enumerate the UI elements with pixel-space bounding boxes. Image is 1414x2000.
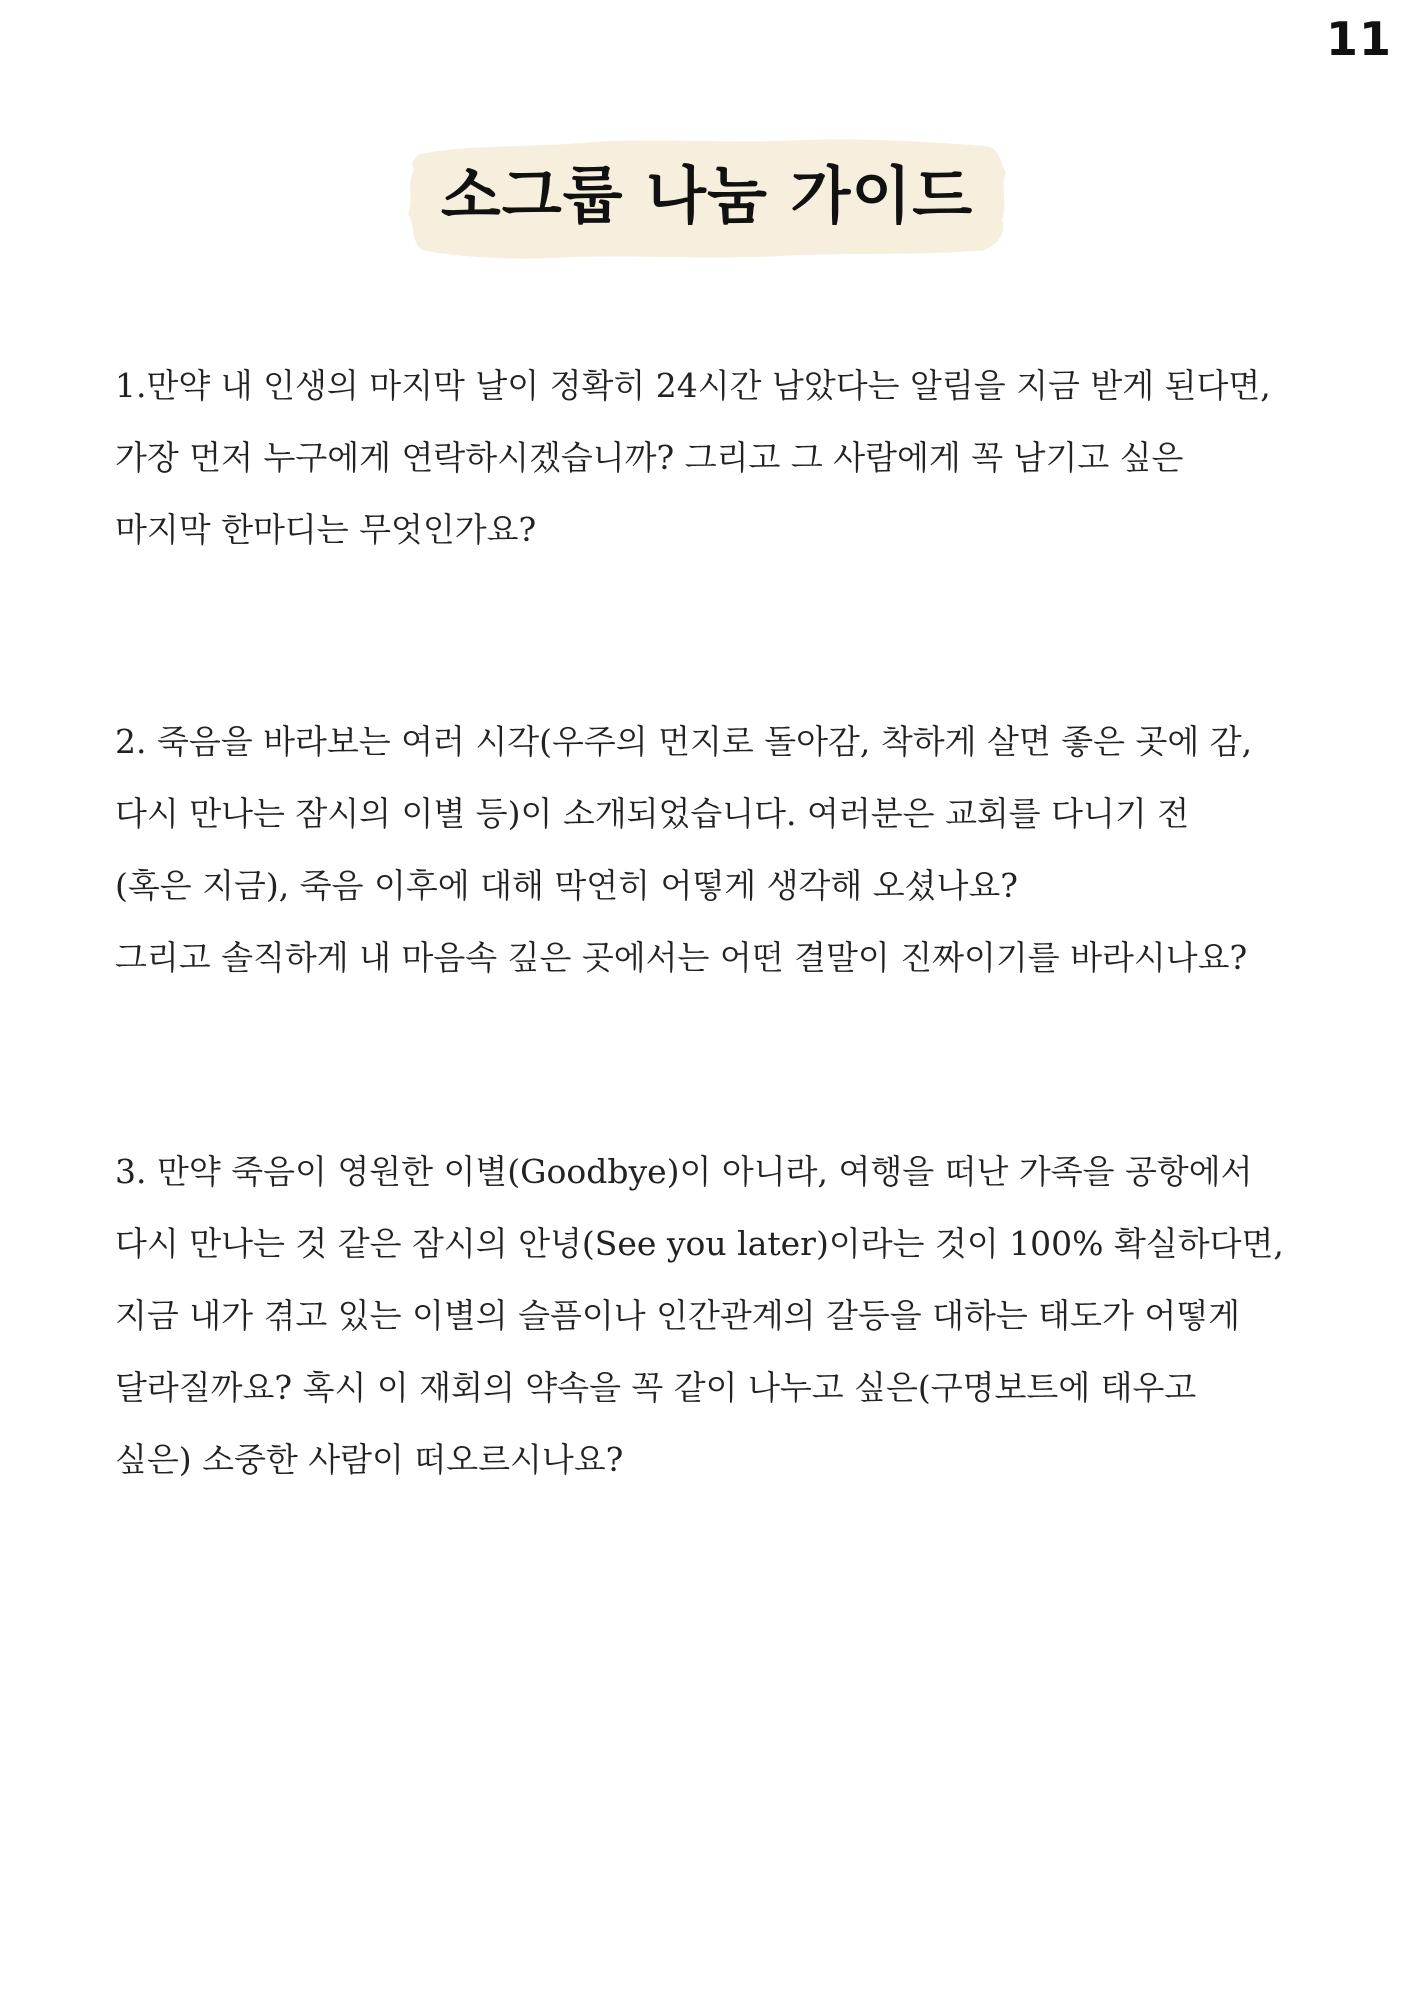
question-line: 1.만약 내 인생의 마지막 날이 정확히 24시간 남았다는 알림을 지금 받게 된다면, <box>115 366 1271 405</box>
question-line: (혹은 지금), 죽음 이후에 대해 막연히 어떻게 생각해 오셨나요? <box>115 866 1018 905</box>
question-line: 가장 먼저 누구에게 연락하시겠습니까? 그리고 그 사람에게 꼭 남기고 싶은 <box>115 438 1184 477</box>
question-line: 지금 내가 겪고 있는 이별의 슬픔이나 인간관계의 갈등을 대하는 태도가 어떻게 <box>115 1296 1240 1335</box>
title-banner <box>402 132 1012 264</box>
question-3 <box>115 1136 1315 1496</box>
question-line: 3. 만약 죽음이 영원한 이별(Goodbye)이 아니라, 여행을 떠난 가족을 공항에서 <box>115 1152 1253 1191</box>
question-line: 마지막 한마디는 무엇인가요? <box>115 510 537 549</box>
page-number: 11 <box>1325 12 1392 66</box>
page-title: 소그룹 나눔 가이드 <box>440 159 974 232</box>
question-line: 2. 죽음을 바라보는 여러 시각(우주의 먼지로 돌아감, 착하게 살면 좋은 곳에 감, <box>115 722 1253 761</box>
question-line: 다시 만나는 것 같은 잠시의 안녕(See you later)이라는 것이 100% 확실하다면, <box>115 1224 1284 1263</box>
question-1 <box>115 350 1315 566</box>
question-line: 달라질까요? 혹시 이 재회의 약속을 꼭 같이 나누고 싶은(구명보트에 태우고 <box>115 1368 1197 1407</box>
question-line: 싶은) 소중한 사람이 떠오르시나요? <box>115 1440 624 1479</box>
question-line: 그리고 솔직하게 내 마음속 깊은 곳에서는 어떤 결말이 진짜이기를 바라시나요? <box>115 938 1248 977</box>
question-line: 다시 만나는 잠시의 이별 등)이 소개되었습니다. 여러분은 교회를 다니기 전 <box>115 794 1190 833</box>
question-2 <box>115 706 1315 994</box>
